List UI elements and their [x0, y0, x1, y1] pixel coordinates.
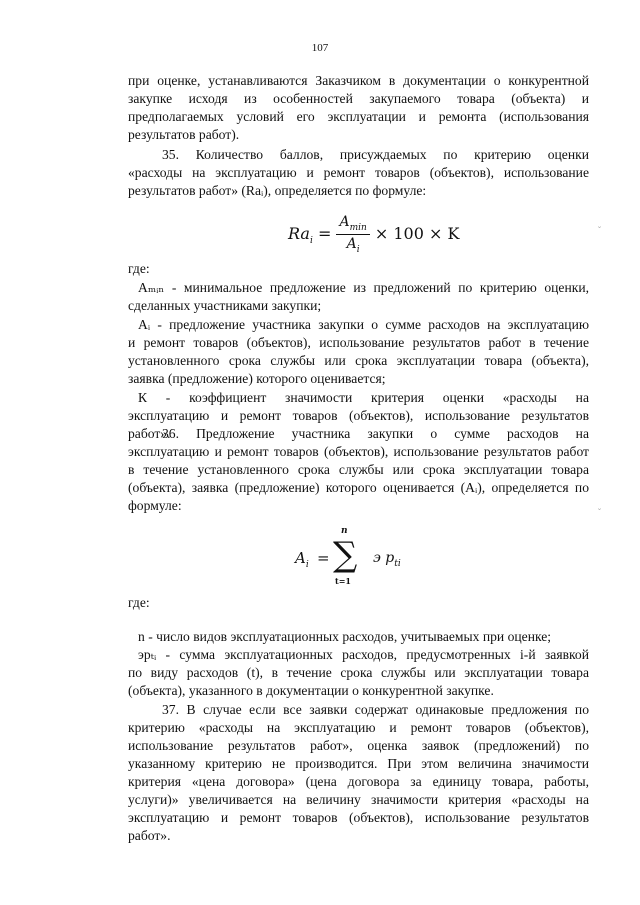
text-line: услуги)» увеличивается на величину значимости критерия «расходы на — [128, 792, 589, 807]
definition-amin — [128, 279, 589, 315]
formula-lhs: Ra — [288, 223, 310, 243]
text-line: закупке исходя из особенностей закупаемого товара (объекта) и — [128, 91, 589, 106]
text-line: 35. Количество баллов, присуждаемых по критерию оценки — [162, 147, 589, 162]
text-line: формуле: — [128, 498, 182, 513]
formula-ai-sum: $A_i$ = ∑ n t=1 э $р_{ti}$ — [295, 526, 401, 586]
text-line: по виду расходов (t), в течение срока службы или эксплуатации товара — [128, 665, 589, 680]
formula-tail: × 100 × K — [374, 223, 460, 243]
scan-mark: ˘ — [598, 507, 601, 517]
where-label-2: где: — [128, 595, 150, 610]
text-line: К - коэффициент значимости критерия оценки «расходы на — [138, 390, 589, 405]
formula-rai: $Ra_i$ = $\frac{A_{min}}{A_i}$ × 100 × K — [288, 214, 460, 255]
text-line: Aₘᵢₙ - минимальное предложение из предложений по критерию оценки, — [138, 280, 589, 295]
sum-lower: t=1 — [335, 576, 351, 586]
text-line: эксплуатацию и ремонт товаров (объектов), использование результатов — [128, 408, 589, 423]
text-line: указанному критерию не производится. При этом величина значимости — [128, 756, 589, 771]
fraction-denominator: A — [346, 235, 357, 252]
fraction-numerator-sub: min — [349, 222, 367, 233]
text-line: результатов работ» (Raᵢ), определяется по формуле: — [128, 183, 427, 198]
text-line: и ремонт товаров (объектов), использование результатов работ в течение — [128, 335, 589, 350]
sum-term: э р — [373, 550, 395, 566]
text-line: установленного срока службы или срока эксплуатации товара (объекта), — [128, 353, 589, 368]
text-line: критерия «цена договора» (цена договора за единицу товара, работы, — [128, 774, 589, 789]
text-line: результатов работ). — [128, 127, 240, 142]
definition-n — [128, 628, 589, 646]
text-line: эксплуатацию и ремонт товаров (объектов), использование результатов — [128, 810, 589, 825]
definition-ai — [128, 316, 589, 388]
fraction-numerator: A — [339, 214, 350, 230]
text-line: 36. Предложение участника закупки о сумме расходов на — [162, 426, 589, 441]
sum-sign: ∑ — [333, 535, 358, 575]
text-line: эксплуатацию и ремонт товаров (объектов), использование результатов работ — [128, 444, 589, 459]
page-number: 107 — [311, 42, 329, 54]
definition-ep — [128, 646, 589, 700]
text-line: использование результатов работ», оценка заявок (предложений) по — [128, 738, 589, 753]
text-line: предполагаемых условий его эксплуатации и ремонта (использования — [128, 109, 589, 124]
where-label-1: где: — [128, 261, 150, 276]
paragraph-35 — [128, 146, 589, 200]
paragraph-intro — [128, 72, 589, 144]
text-line: работ». — [128, 426, 171, 441]
text-line: n - число видов эксплуатационных расходов, учитываемых при оценке; — [138, 629, 552, 644]
text-line: (объекта), заявка (предложение) которого оценивается (Aᵢ), определяется по — [128, 480, 589, 495]
text-line: работ». — [128, 828, 171, 843]
text-line: критерию «расходы на эксплуатацию и ремонт товаров (объектов), — [128, 720, 589, 735]
text-line: в течение установленного срока службы или срока эксплуатации товара — [128, 462, 589, 477]
formula-fraction — [336, 214, 369, 255]
sum-upper: n — [341, 526, 348, 536]
paragraph-37 — [128, 701, 589, 845]
scan-mark: ˘ — [598, 225, 601, 235]
sum-term-sub: ti — [394, 558, 401, 569]
text-line: сделанных участниками закупки; — [128, 298, 322, 313]
text-line: эрₜᵢ - сумма эксплуатационных расходов, предусмотренных i-й заявкой — [138, 647, 589, 662]
fraction-denominator-sub: i — [356, 244, 360, 255]
text-line: заявка (предложение) которого оценивается; — [128, 371, 386, 386]
text-line: при оценке, устанавливаются Заказчиком в документации о конкурентной — [128, 73, 589, 88]
formula-lhs-sub: i — [309, 235, 313, 246]
paragraph-36 — [128, 425, 589, 515]
formula2-lhs: A — [295, 549, 306, 567]
text-line: Aᵢ - предложение участника закупки о сумме расходов на эксплуатацию — [138, 317, 589, 332]
text-line: 37. В случае если все заявки содержат одинаковые предложения по — [162, 702, 589, 717]
text-line: «расходы на эксплуатацию и ремонт товаров (объектов), использование — [128, 165, 589, 180]
text-line: (объекта), указанного в документации о конкурентной закупке. — [128, 683, 494, 698]
formula2-lhs-sub: i — [305, 560, 309, 570]
